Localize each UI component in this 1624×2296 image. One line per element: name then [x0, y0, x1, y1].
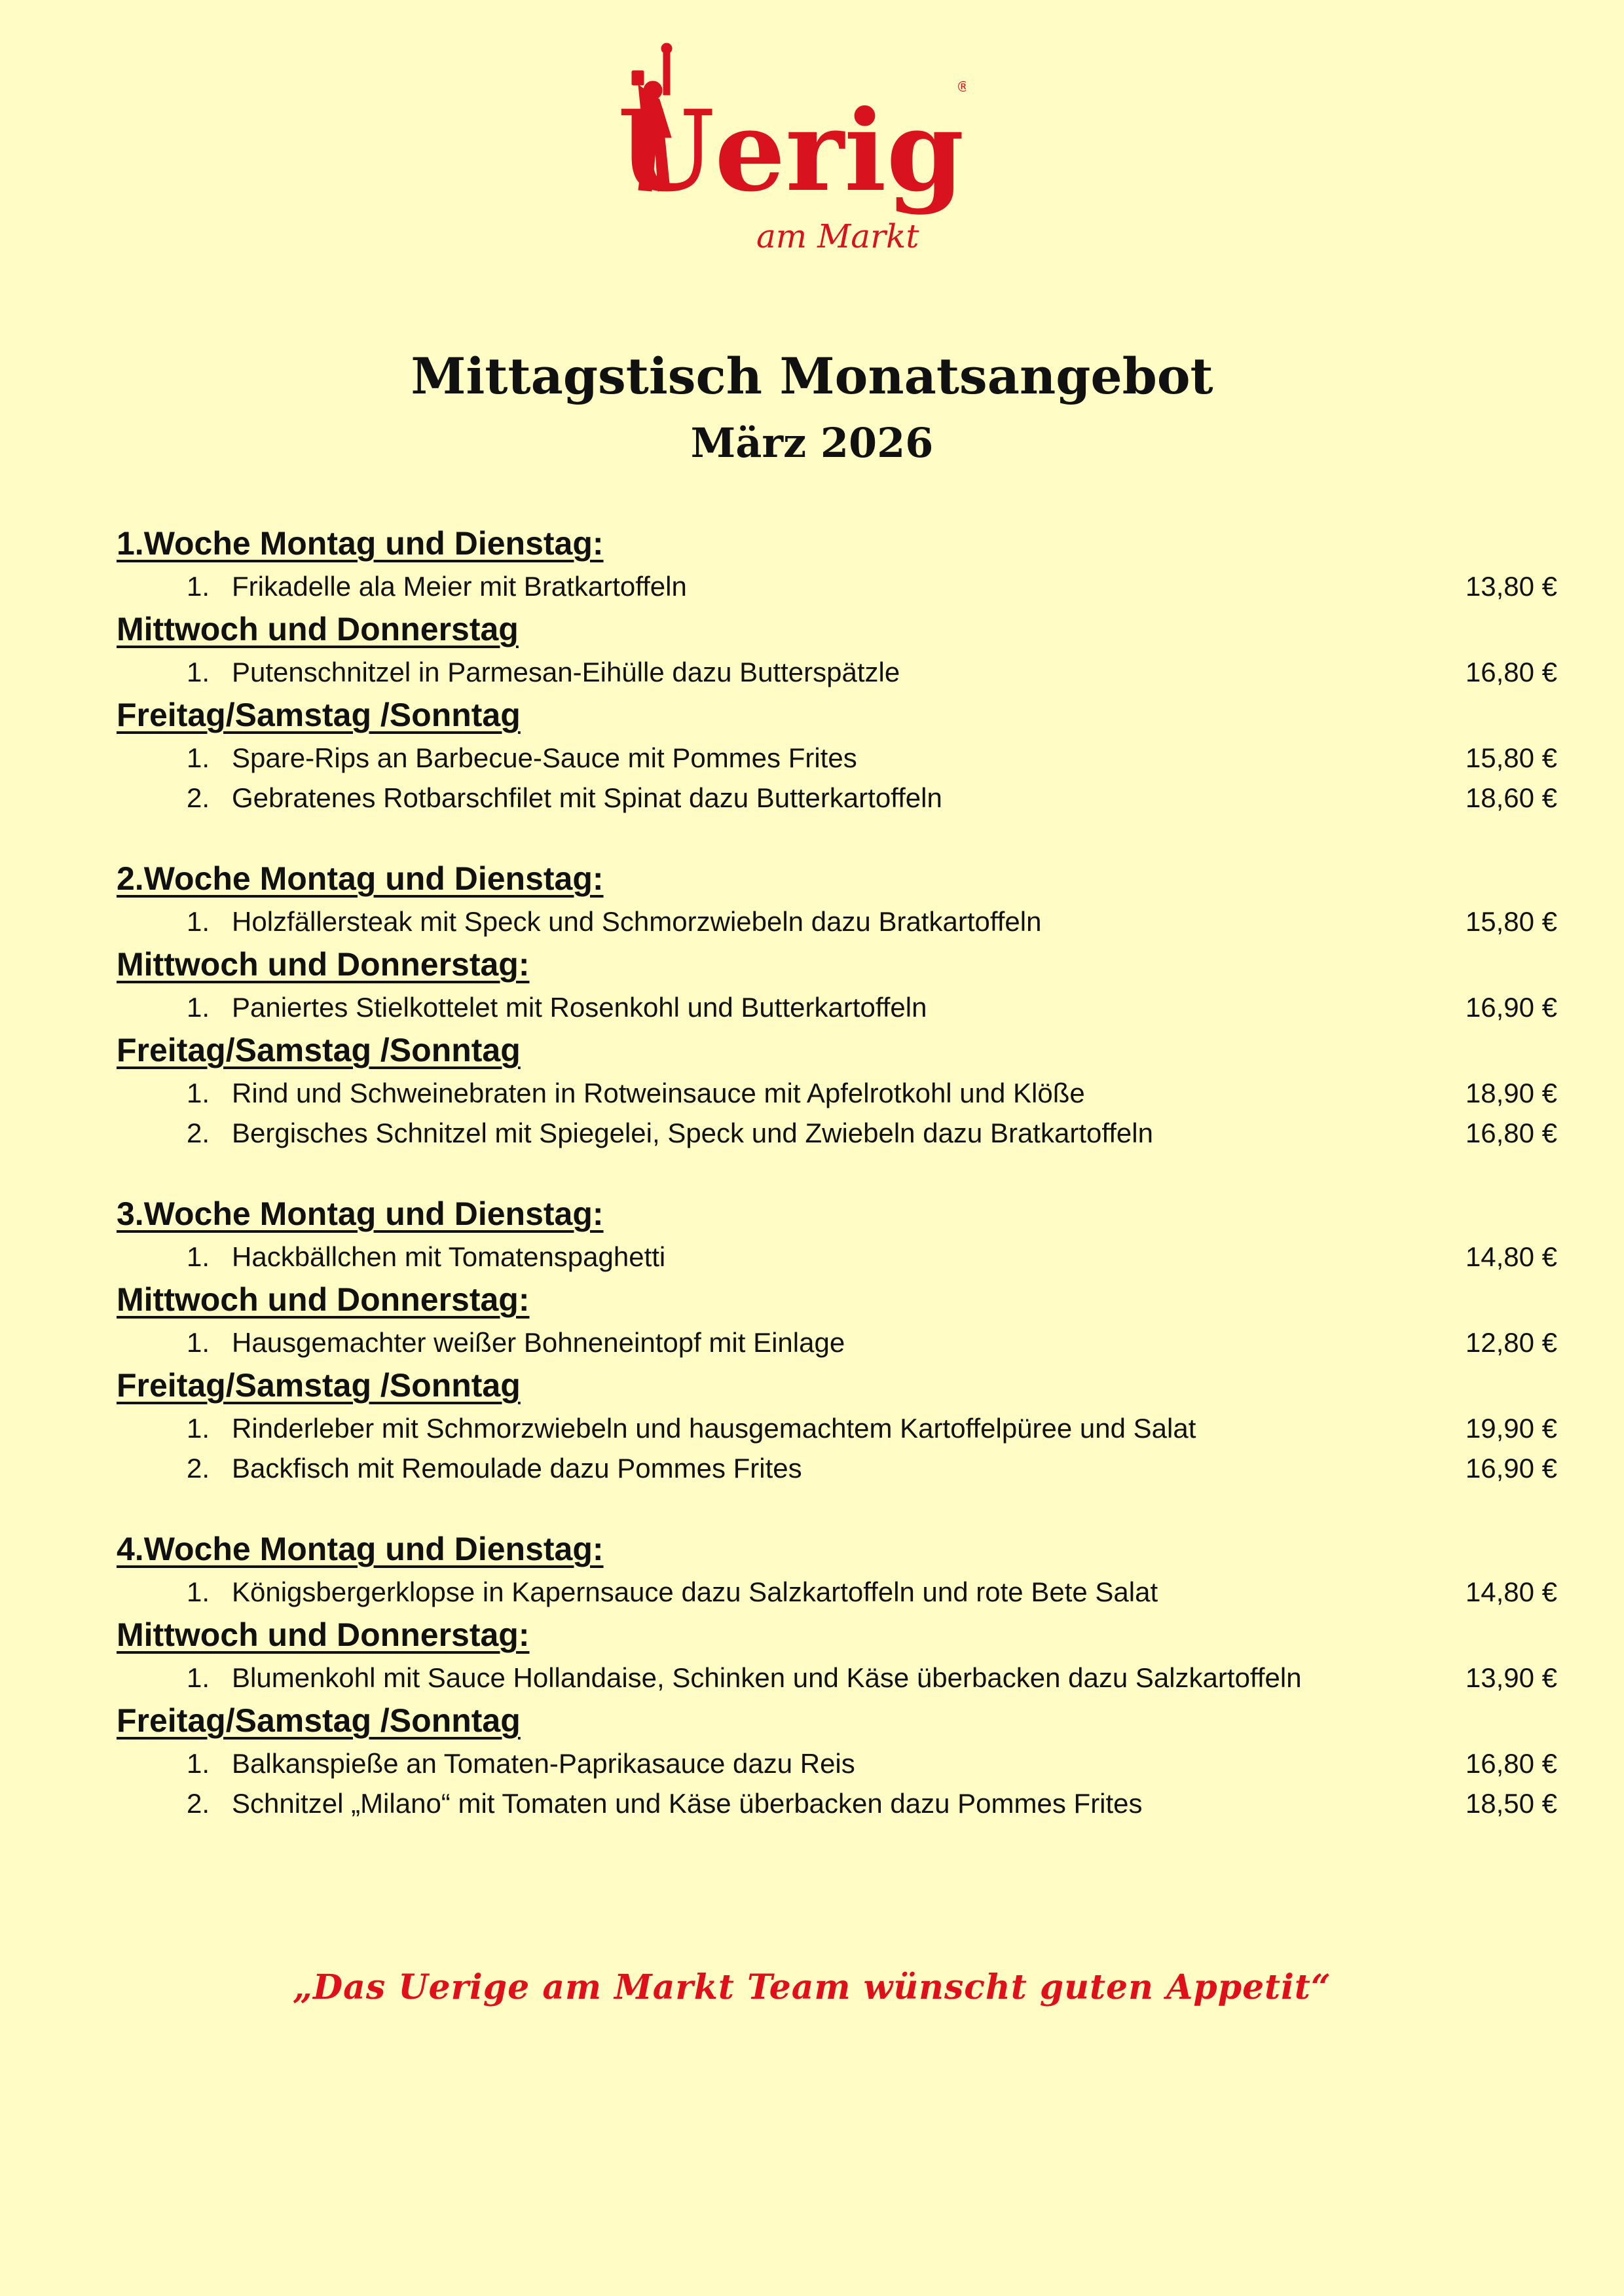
dish-name: Schnitzel „Milano“ mit Tomaten und Käse überbacken dazu Pommes Frites [232, 1788, 1143, 1819]
dish-item [117, 902, 1557, 941]
closing-message: „Das Uerige am Markt Team wünscht guten Appetit“ [293, 1967, 1331, 2007]
dish-item [117, 1572, 1557, 1612]
dish-price: 16,80 € [1465, 1118, 1557, 1148]
dish-name: Holzfällersteak mit Speck und Schmorzwiebeln dazu Bratkartoffeln [232, 906, 1042, 937]
dish-price: 16,90 € [1465, 1453, 1557, 1484]
dish-number: 2. [186, 1453, 210, 1484]
dish-name: Hausgemachter weißer Bohneneintopf mit Einlage [232, 1327, 845, 1358]
dish-price: 13,80 € [1465, 571, 1557, 602]
uerige-logo-graphic [599, 39, 966, 268]
week-block [117, 520, 1557, 818]
day-heading: 3.Woche Montag und Dienstag: [117, 1195, 604, 1232]
dish-name: Hackbällchen mit Tomatenspaghetti [232, 1241, 666, 1272]
dish-number: 1. [186, 992, 210, 1023]
menu-list [117, 520, 1557, 1823]
dish-price: 18,60 € [1465, 782, 1557, 813]
dish-number: 1. [186, 657, 210, 687]
dish-item [117, 987, 1557, 1027]
day-heading: Freitag/Samstag /Sonntag [117, 697, 521, 733]
day-heading: 2.Woche Montag und Dienstag: [117, 860, 604, 897]
page-title: Mittagstisch Monatsangebot [411, 347, 1213, 405]
day-heading: 4.Woche Montag und Dienstag: [117, 1531, 604, 1567]
dish-number: 1. [186, 1576, 210, 1607]
dish-price: 13,90 € [1465, 1662, 1557, 1693]
dish-number: 1. [186, 1662, 210, 1693]
dish-item [117, 1658, 1557, 1698]
week-block [117, 1191, 1557, 1488]
day-heading: Mittwoch und Donnerstag: [117, 946, 530, 983]
dish-name: Rinderleber mit Schmorzwiebeln und hausgemachtem Kartoffelpüree und Salat [232, 1413, 1196, 1444]
dish-number: 1. [186, 1078, 210, 1108]
dish-item [117, 1073, 1557, 1113]
week-block [117, 1526, 1557, 1823]
dish-price: 14,80 € [1465, 1576, 1557, 1607]
dish-price: 12,80 € [1465, 1327, 1557, 1358]
day-heading: Freitag/Samstag /Sonntag [117, 1702, 521, 1739]
registered-mark: ® [956, 79, 966, 96]
dish-number: 1. [186, 906, 210, 937]
dish-number: 1. [186, 742, 210, 773]
dish-item [117, 1113, 1557, 1153]
dish-item [117, 1237, 1557, 1277]
logo-subtitle: am Markt [756, 217, 919, 255]
dish-item [117, 1408, 1557, 1448]
week-spacer [117, 1488, 1557, 1526]
dish-item [117, 566, 1557, 606]
dish-price: 19,90 € [1465, 1413, 1557, 1444]
week-spacer [117, 818, 1557, 856]
dish-name: Balkanspieße an Tomaten-Paprikasauce dazu Reis [232, 1748, 855, 1779]
dish-name: Paniertes Stielkottelet mit Rosenkohl und Butterkartoffeln [232, 992, 927, 1023]
dish-number: 2. [186, 1118, 210, 1148]
day-heading: 1.Woche Montag und Dienstag: [117, 525, 604, 562]
dish-name: Königsbergerklopse in Kapernsauce dazu Salzkartoffeln und rote Bete Salat [232, 1576, 1158, 1607]
dish-name: Blumenkohl mit Sauce Hollandaise, Schinken und Käse überbacken dazu Salzkartoffeln [232, 1662, 1302, 1693]
dish-item [117, 1743, 1557, 1783]
dish-name: Gebratenes Rotbarschfilet mit Spinat dazu Butterkartoffeln [232, 782, 942, 813]
dish-price: 16,90 € [1465, 992, 1557, 1023]
day-heading: Mittwoch und Donnerstag [117, 611, 519, 647]
day-heading: Mittwoch und Donnerstag: [117, 1281, 530, 1318]
dish-price: 16,80 € [1465, 1748, 1557, 1779]
dish-name: Bergisches Schnitzel mit Spiegelei, Speck und Zwiebeln dazu Bratkartoffeln [232, 1118, 1153, 1148]
dish-number: 1. [186, 571, 210, 602]
week-block [117, 856, 1557, 1153]
day-heading: Freitag/Samstag /Sonntag [117, 1032, 521, 1068]
dish-name: Frikadelle ala Meier mit Bratkartoffeln [232, 571, 687, 602]
day-heading: Freitag/Samstag /Sonntag [117, 1367, 521, 1404]
dish-item [117, 1448, 1557, 1488]
dish-number: 1. [186, 1327, 210, 1358]
week-spacer [117, 1153, 1557, 1191]
dish-price: 14,80 € [1465, 1241, 1557, 1272]
dish-price: 18,90 € [1465, 1078, 1557, 1108]
dish-item [117, 738, 1557, 778]
dish-number: 1. [186, 1241, 210, 1272]
uerige-logo [599, 39, 966, 268]
dish-item [117, 652, 1557, 692]
dish-price: 15,80 € [1465, 742, 1557, 773]
dish-item [117, 1783, 1557, 1823]
dish-item [117, 778, 1557, 818]
brand-wordmark: Uerig [618, 86, 965, 217]
dish-name: Backfisch mit Remoulade dazu Pommes Frites [232, 1453, 802, 1484]
dish-number: 1. [186, 1413, 210, 1444]
page-subtitle: März 2026 [690, 419, 934, 467]
dish-number: 2. [186, 782, 210, 813]
dish-price: 16,80 € [1465, 657, 1557, 687]
dish-name: Rind und Schweinebraten in Rotweinsauce mit Apfelrotkohl und Klöße [232, 1078, 1085, 1108]
dish-price: 18,50 € [1465, 1788, 1557, 1819]
day-heading: Mittwoch und Donnerstag: [117, 1616, 530, 1653]
dish-name: Putenschnitzel in Parmesan-Eihülle dazu Butterspätzle [232, 657, 900, 687]
dish-item [117, 1322, 1557, 1362]
dish-number: 1. [186, 1748, 210, 1779]
dish-name: Spare-Rips an Barbecue-Sauce mit Pommes Frites [232, 742, 857, 773]
dish-price: 15,80 € [1465, 906, 1557, 937]
dish-number: 2. [186, 1788, 210, 1819]
